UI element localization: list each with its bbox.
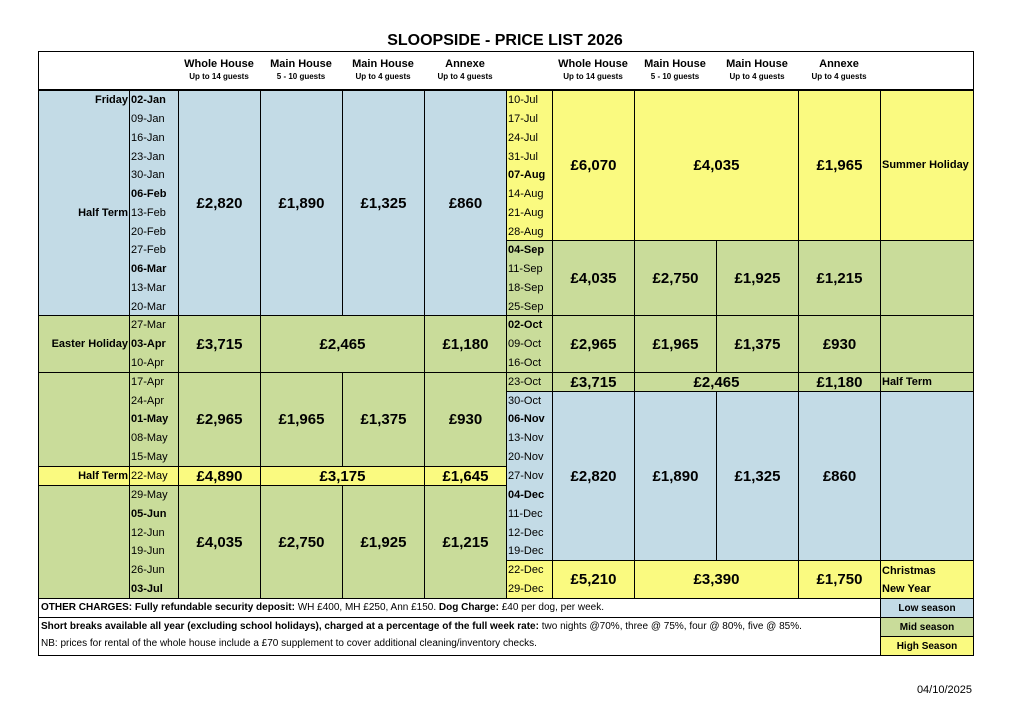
price-l3-annexe: £930 <box>424 372 507 467</box>
date-left: 13-Feb <box>131 207 166 219</box>
date-left: 12-Jun <box>131 527 165 539</box>
label-half-term-oct: Half Term <box>882 376 932 388</box>
date-right: 07-Aug <box>508 169 546 181</box>
short-breaks-text: Short breaks available all year (excluding school holidays), charged at a percentage of the full week rate: two nights @70%, three @ 75%, four @ 80%, five @ 85%. <box>41 621 802 632</box>
price-l3-whole-house: £2,965 <box>178 372 261 467</box>
date-right: 16-Oct <box>508 357 542 369</box>
date-right: 30-Oct <box>508 395 542 407</box>
date-right: 19-Dec <box>508 545 544 557</box>
date-left: 30-Jan <box>131 169 165 181</box>
price-r1-main-house: £4,035 <box>634 90 799 241</box>
header-left-annexe: Annexe Up to 4 guests <box>437 58 493 81</box>
price-r3-annexe: £930 <box>798 315 881 373</box>
label-summer-holiday: Summer Holiday <box>882 159 969 171</box>
date-right: 02-Oct <box>508 319 543 331</box>
date-left: 15-May <box>131 451 168 463</box>
date-right: 14-Aug <box>508 188 544 200</box>
date-left: 24-Apr <box>131 395 165 407</box>
legend-mid-season: Mid season <box>880 617 974 637</box>
date-right: 27-Nov <box>508 470 544 482</box>
date-left: 13-Mar <box>131 282 166 294</box>
price-r1-annexe: £1,965 <box>798 90 881 241</box>
price-r4-whole-house: £3,715 <box>552 372 635 392</box>
price-l5-whole-house: £4,035 <box>178 485 261 599</box>
price-r6-main-house: £3,390 <box>634 560 799 599</box>
price-r3-whole-house: £2,965 <box>552 315 635 373</box>
price-l5-annexe: £1,215 <box>424 485 507 599</box>
date-right: 24-Jul <box>508 132 538 144</box>
date-left: 08-May <box>131 432 168 444</box>
price-l1-annexe: £860 <box>424 90 507 316</box>
price-l4-main-house: £3,175 <box>260 466 425 486</box>
price-l1-whole-house: £2,820 <box>178 90 261 316</box>
label-half-term-may: Half Term <box>78 470 128 482</box>
price-r4-annexe: £1,180 <box>798 372 881 392</box>
date-right: 18-Sep <box>508 282 544 294</box>
date-left: 05-Jun <box>131 508 167 520</box>
price-l1-main-house-10: £1,890 <box>260 90 343 316</box>
date-left: 20-Feb <box>131 226 166 238</box>
price-r2-whole-house: £4,035 <box>552 240 635 316</box>
left-dates-block-l5 <box>129 485 179 599</box>
date-left: 26-Jun <box>131 564 165 576</box>
date-right: 21-Aug <box>508 207 544 219</box>
price-l3-main-house-10: £1,965 <box>260 372 343 467</box>
label-friday: Friday <box>94 94 128 106</box>
header-right-main-house-10: Main House 5 - 10 guests <box>644 58 706 81</box>
price-r3-main-house-4: £1,375 <box>716 315 799 373</box>
header-right-main-house-4: Main House Up to 4 guests <box>726 58 788 81</box>
left-label-block-l3 <box>38 372 130 467</box>
header-left-main-house-10: Main House 5 - 10 guests <box>270 58 332 81</box>
nb-text: NB: prices for rental of the whole house include a £70 supplement to cover additional cleaning/inventory checks. <box>41 638 537 649</box>
price-r1-whole-house: £6,070 <box>552 90 635 241</box>
date-left: 29-May <box>131 489 168 501</box>
other-charges-text: OTHER CHARGES: Fully refundable security deposit: WH £400, MH £250, Ann £150. Dog Charge: £40 per dog, per week. <box>41 602 604 613</box>
price-r5-whole-house: £2,820 <box>552 391 635 561</box>
right-label-block-r3 <box>880 315 974 373</box>
left-label-block-l1 <box>38 90 130 316</box>
date-left: 03-Jul <box>131 583 163 595</box>
date-right: 10-Jul <box>508 94 538 106</box>
date-right: 20-Nov <box>508 451 544 463</box>
price-r5-main-house-4: £1,325 <box>716 391 799 561</box>
date-right: 09-Oct <box>508 338 542 350</box>
date-right: 11-Sep <box>508 263 543 275</box>
date-left: 16-Jan <box>131 132 165 144</box>
date-right: 23-Oct <box>508 376 542 388</box>
date-left: 06-Feb <box>131 188 167 200</box>
price-l2-main-house: £2,465 <box>260 315 425 373</box>
header-left-main-house-4: Main House Up to 4 guests <box>352 58 414 81</box>
legend-low-season: Low season <box>880 598 974 618</box>
date-left: 19-Jun <box>131 545 165 557</box>
header-left-whole-house: Whole House Up to 14 guests <box>184 58 254 81</box>
left-label-block-l5 <box>38 485 130 599</box>
date-right: 29-Dec <box>508 583 544 595</box>
price-r3-main-house-10: £1,965 <box>634 315 717 373</box>
date-right: 13-Nov <box>508 432 544 444</box>
page-title: SLOOPSIDE - PRICE LIST 2026 <box>387 32 623 49</box>
label-half-term-feb: Half Term <box>78 207 128 219</box>
date-left: 27-Feb <box>131 244 166 256</box>
date-stamp: 04/10/2025 <box>916 684 972 696</box>
date-left: 22-May <box>131 470 168 482</box>
label-christmas: Christmas <box>882 565 936 577</box>
date-right: 25-Sep <box>508 301 544 313</box>
date-left: 10-Apr <box>131 357 165 369</box>
price-l2-annexe: £1,180 <box>424 315 507 373</box>
price-l3-main-house-4: £1,375 <box>342 372 425 467</box>
date-left: 02-Jan <box>131 94 166 106</box>
price-l5-main-house-10: £2,750 <box>260 485 343 599</box>
price-l2-whole-house: £3,715 <box>178 315 261 373</box>
date-right: 04-Dec <box>508 489 545 501</box>
price-l1-main-house-4: £1,325 <box>342 90 425 316</box>
date-left: 20-Mar <box>131 301 166 313</box>
date-left: 17-Apr <box>131 376 165 388</box>
date-left: 06-Mar <box>131 263 167 275</box>
date-right: 04-Sep <box>508 244 545 256</box>
price-r5-annexe: £860 <box>798 391 881 561</box>
price-l5-main-house-4: £1,925 <box>342 485 425 599</box>
date-right: 11-Dec <box>508 508 543 520</box>
right-label-block-r2 <box>880 240 974 316</box>
date-right: 28-Aug <box>508 226 544 238</box>
date-right: 06-Nov <box>508 413 545 425</box>
price-r2-main-house-4: £1,925 <box>716 240 799 316</box>
price-r6-whole-house: £5,210 <box>552 560 635 599</box>
price-r5-main-house-10: £1,890 <box>634 391 717 561</box>
legend-high-season: High Season <box>880 636 974 656</box>
date-left: 03-Apr <box>131 338 166 350</box>
date-left: 23-Jan <box>131 151 165 163</box>
date-right: 17-Jul <box>508 113 538 125</box>
date-left: 09-Jan <box>131 113 165 125</box>
date-left: 27-Mar <box>131 319 166 331</box>
date-right: 12-Dec <box>508 527 544 539</box>
label-new-year: New Year <box>882 583 931 595</box>
date-left: 01-May <box>131 413 169 425</box>
header-right-whole-house: Whole House Up to 14 guests <box>558 58 628 81</box>
label-easter-holiday: Easter Holiday <box>51 338 128 350</box>
date-right: 22-Dec <box>508 564 544 576</box>
price-r2-annexe: £1,215 <box>798 240 881 316</box>
price-r6-annexe: £1,750 <box>798 560 881 599</box>
right-label-block-r5 <box>880 391 974 561</box>
price-r2-main-house-10: £2,750 <box>634 240 717 316</box>
header-right-annexe: Annexe Up to 4 guests <box>811 58 867 81</box>
price-l4-annexe: £1,645 <box>424 466 507 486</box>
date-right: 31-Jul <box>508 151 538 163</box>
price-r4-main-house: £2,465 <box>634 372 799 392</box>
price-l4-whole-house: £4,890 <box>178 466 261 486</box>
